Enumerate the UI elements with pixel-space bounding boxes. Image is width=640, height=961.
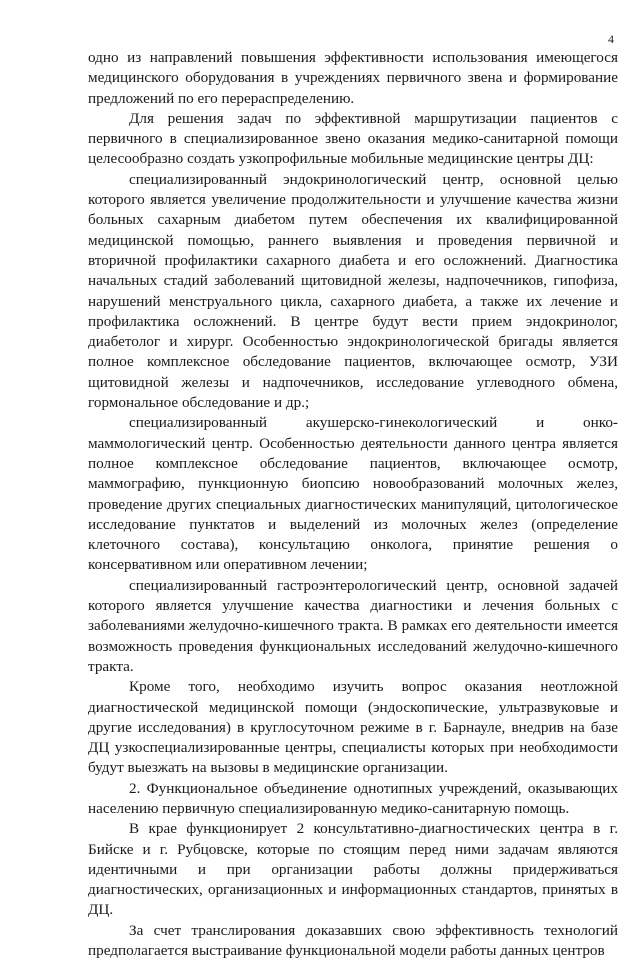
page-number: 4 (608, 32, 614, 46)
paragraph-endocrinology-center: специализированный эндокринологический центр, основной целью которого является увеличение продолжительности и улучшение качества жизни больных сахарным диабетом путем обеспечения их квалифицированной медицинской помощью, раннего выявления и проведения первичной и вторичной профилактики сахарного диабета и его осложнений. Диагностика начальных стадий заболеваний щитовидной железы, надпочечников, гипофиза, нарушений менструального цикла, сахарного диабета, а также их лечение и профилактика осложнений. В центре будут вести прием эндокринолог, диабетолог и хирург. Особенностью эндокринологической бригады является полное комплексное обследование пациентов, включающее осмотр, УЗИ щитовидной железы и надпочечников, исследование углеводного обмена, гормональное обследование и др.; (88, 170, 618, 412)
document-body (88, 48, 618, 961)
paragraph-emergency-diagnostics: Кроме того, необходимо изучить вопрос оказания неотложной диагностической медицинской помощи (эндоскопические, ультразвуковые и другие исследования) в круглосуточном режиме в г. Барнауле, внедрив на базе ДЦ узкоспециализированные центры, специалисты которых при необходимости будут выезжать на вызовы в медицинские организации. (88, 678, 618, 777)
paragraph-routing-intro: Для решения задач по эффективной маршрутизации пациентов с первичного в специализированное звено оказания медико-санитарной помощи целесообразно создать узкопрофильные мобильные медицинские центры ДЦ: (88, 109, 618, 168)
paragraph-gastroenterology-center: специализированный гастроэнтерологический центр, основной задачей которого является улучшение качества диагностики и лечения больных с заболеваниями желудочно-кишечного тракта. В рамках его деятельности имеется возможность проведения функциональных исследований желудочно-кишечного тракта. (88, 576, 618, 675)
paragraph-obstetric-oncology-center: специализированный акушерско-гинекологический и онко-маммологический центр. Особенностью деятельности данного центра является полное комплексное обследование пациентов, включающее осмотр, маммографию, пункционную биопсию новообразований молочных желез, проведение других специальных диагностических манипуляций, цитологическое исследование пунктатов и выделений из молочных желез (определение клеточного состава), консультацию онколога, принятие решения о консервативном или оперативном лечении; (88, 414, 618, 574)
paragraph-functional-merger: 2. Функциональное объединение однотипных учреждений, оказывающих населению первичную специализированную медико-санитарную помощь. (88, 779, 618, 817)
paragraph-regional-centers: В крае функционирует 2 консультативно-диагностических центра в г. Бийске и г. Рубцовске, которые по стоящим перед ними задачам являются идентичными и при организации работы должны придерживаться диагностических, организационных и информационных стандартов, принятых в ДЦ. (88, 820, 618, 919)
paragraph-technology-transfer: За счет транслирования доказавших свою эффективность технологий предполагается выстраивание функциональной модели работы данных центров (88, 921, 618, 960)
paragraph-continuation: одно из направлений повышения эффективности использования имеющегося медицинского оборудования в учреждениях первичного звена и формирование предложений по его перераспределению. (88, 49, 618, 107)
